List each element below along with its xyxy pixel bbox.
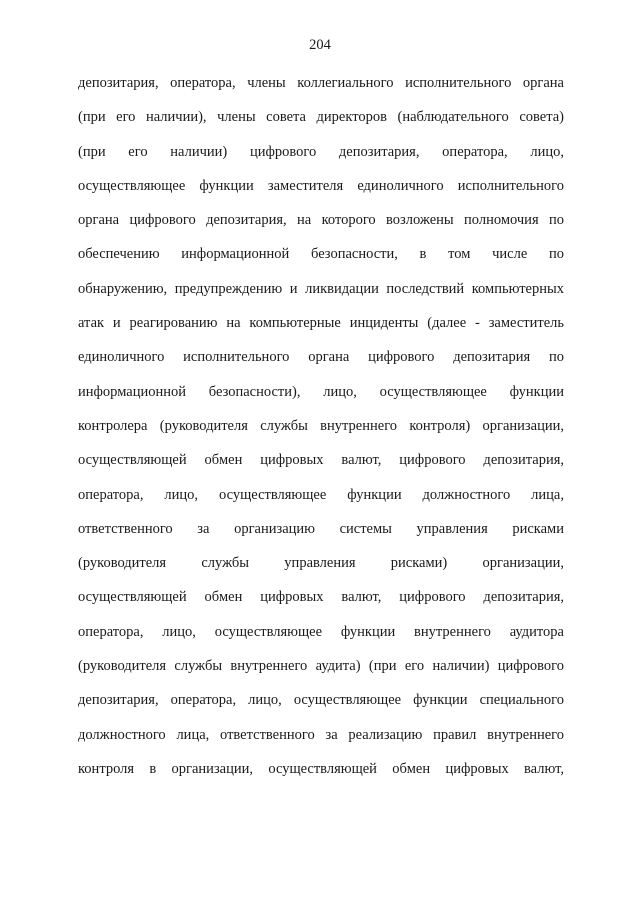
text-line: органа цифрового депозитария, на которого возложены полномочия по <box>78 212 564 229</box>
text-line: депозитария, оператора, члены коллегиального исполнительного органа <box>78 75 564 91</box>
text-line: осуществляющее функции заместителя единоличного исполнительного <box>78 177 564 194</box>
text-line: (руководителя службы внутреннего аудита) (при его наличии) цифрового <box>78 658 564 675</box>
text-line: атак и реагированию на компьютерные инциденты (далее - заместитель <box>78 315 564 332</box>
text-line: (при его наличии) цифрового депозитария, оператора, лицо, <box>78 143 564 160</box>
text-line: ответственного за организацию системы управления рисками <box>78 520 564 537</box>
text-line: (руководителя службы управления рисками) организации, <box>78 555 564 572</box>
text-line: единоличного исполнительного органа цифрового депозитария по <box>78 349 564 366</box>
text-line: контроля в организации, осуществляющей обмен цифровых валют, <box>78 760 564 777</box>
text-line: обнаружению, предупреждению и ликвидации последствий компьютерных <box>78 280 564 297</box>
page-number: 204 <box>309 37 331 53</box>
text-line: информационной безопасности), лицо, осуществляющее функции <box>78 383 564 400</box>
text-line: должностного лица, ответственного за реализацию правил внутреннего <box>78 726 564 743</box>
text-line: (при его наличии), члены совета директоров (наблюдательного совета) <box>78 109 564 126</box>
body-text <box>78 72 564 792</box>
text-line: осуществляющей обмен цифровых валют, цифрового депозитария, <box>78 589 564 606</box>
text-line: обеспечению информационной безопасности, в том числе по <box>78 246 564 263</box>
text-line: оператора, лицо, осуществляющее функции внутреннего аудитора <box>78 623 564 640</box>
text-line: контролера (руководителя службы внутреннего контроля) организации, <box>78 417 564 434</box>
text-line: оператора, лицо, осуществляющее функции должностного лица, <box>78 486 564 503</box>
text-line: осуществляющей обмен цифровых валют, цифрового депозитария, <box>78 452 564 469</box>
text-line: депозитария, оператора, лицо, осуществляющее функции специального <box>78 692 564 709</box>
